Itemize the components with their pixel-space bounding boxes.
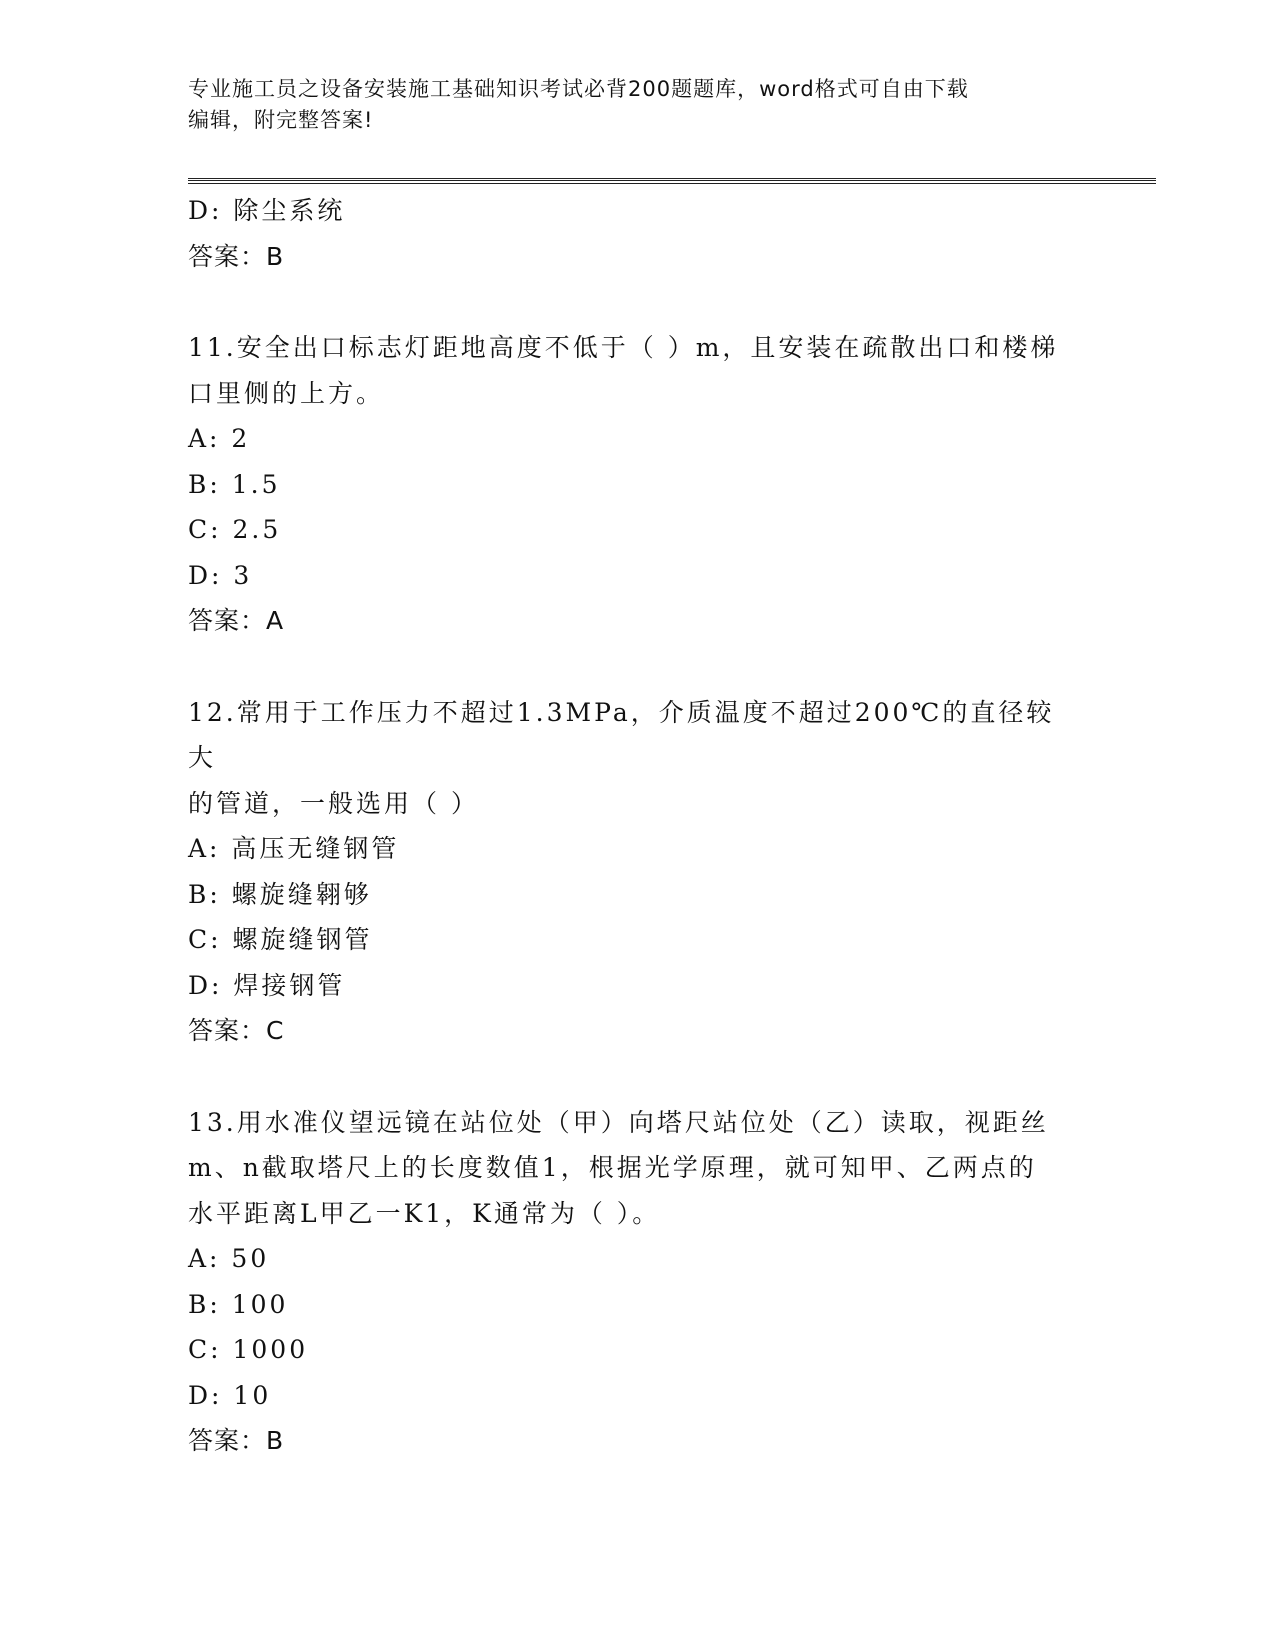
question-12 [188, 690, 1088, 1054]
header-line-2: 编辑，附完整答案! [188, 108, 374, 132]
question-stem-line: 11.安全出口标志灯距地高度不低于（ ）m，且安装在疏散出口和楼梯 [188, 333, 1059, 362]
spacer [188, 279, 1088, 325]
option-d: D: 3 [188, 560, 253, 590]
option-c: C: 1000 [188, 1335, 309, 1364]
question-11 [188, 325, 1088, 644]
option-b: B: 100 [188, 1289, 289, 1319]
question-stem-line: 口里侧的上方。 [188, 378, 385, 408]
question-stem-line: 的管道，一般选用（ ） [188, 788, 479, 818]
option-b: B: 螺旋缝翱够 [188, 879, 372, 909]
prev-answer: 答案：B [188, 241, 285, 271]
answer: 答案：A [188, 606, 285, 635]
header-line-1: 专业施工员之设备安装施工基础知识考试必背200题题库，word格式可自由下载 [188, 77, 969, 101]
option-a: A: 高压无缝钢管 [188, 834, 400, 863]
question-stem-line: 13.用水准仪望远镜在站位处（甲）向塔尺站位处（乙）读取，视距丝 [188, 1107, 1049, 1137]
spacer [188, 1054, 1088, 1100]
page-header [188, 74, 1088, 136]
question-stem [188, 1100, 1078, 1237]
question-13 [188, 1100, 1088, 1464]
question-stem-line: 水平距离L甲乙一K1，K通常为（ ）。 [188, 1198, 661, 1228]
option-d: D: 10 [188, 1380, 272, 1410]
option-d: D: 焊接钢管 [188, 970, 346, 1000]
header-divider [188, 178, 1156, 183]
option-c: C: 2.5 [188, 515, 282, 544]
option-b: B: 1.5 [188, 469, 281, 499]
prev-option-d: D: 除尘系统 [188, 196, 346, 225]
answer: 答案：C [188, 1016, 285, 1045]
question-stem [188, 690, 1078, 827]
document-body [188, 188, 1088, 1464]
option-a: A: 2 [188, 424, 251, 453]
option-c: C: 螺旋缝钢管 [188, 925, 373, 954]
option-a: A: 50 [188, 1244, 270, 1273]
question-stem-line: 12.常用于工作压力不超过1.3MPa，介质温度不超过200℃的直径较大 [188, 697, 1055, 772]
answer: 答案：B [188, 1426, 285, 1455]
spacer [188, 644, 1088, 690]
question-stem-line: m、n截取塔尺上的长度数值1，根据光学原理，就可知甲、乙两点的 [188, 1153, 1037, 1182]
question-stem [188, 325, 1078, 416]
